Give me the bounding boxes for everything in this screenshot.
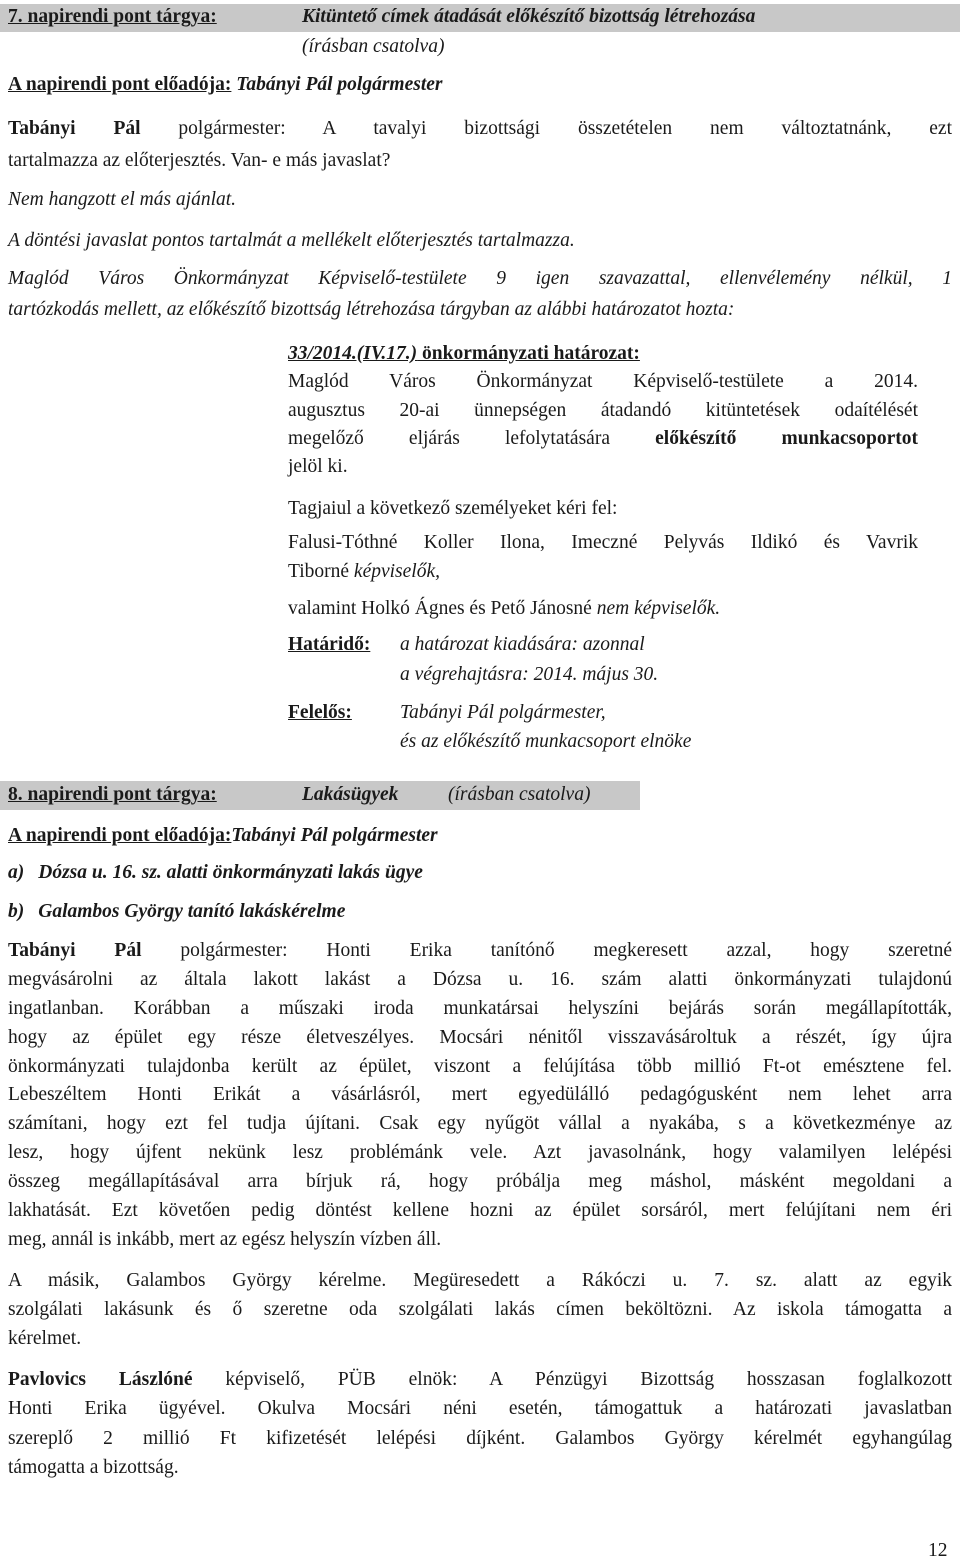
deadline-2: a végrehajtásra: 2014. május 30. — [400, 664, 659, 685]
item7-heading-label: 7. napirendi pont tárgya: — [8, 6, 217, 27]
speaker-name: Tabányi Pál — [8, 940, 142, 961]
item7-vote-line1: Maglód Város Önkormányzat Képviselő-testülete 9 igen szavazattal, ellenvélemény nélkül, 1 — [8, 268, 952, 289]
responsible-1: Tabányi Pál polgármester, — [400, 702, 606, 723]
speech3-line: Pavlovics Lászlóné képviselő, PÜB elnök: A Pénzügyi Bizottság hosszasan foglalkozott — [8, 1369, 952, 1390]
speech1-line: megvásárolni az általa lakott lakást a Dózsa u. 16. szám alatti önkormányzati tulajdonú — [8, 969, 952, 990]
speaker-name: Tabányi Pál — [8, 118, 141, 139]
item7-speech-line2: tartalmazza az előterjesztés. Van- e más javaslat? — [8, 150, 391, 171]
item7-heading-title: Kitüntető címek átadását előkészítő bizottság létrehozása — [302, 6, 756, 27]
deadline-label: Határidő: — [288, 634, 371, 655]
presenter-label: A napirendi pont előadója: — [8, 74, 232, 95]
resolution-p3-line2: Tiborné képviselők, — [288, 561, 440, 582]
presenter-name: Tabányi Pál polgármester — [231, 825, 438, 846]
item7-speech-line1: Tabányi Pál polgármester: A tavalyi bizottsági összetételen nem változtatnánk, ezt — [8, 118, 953, 139]
speech1-line: összeg megállapításával arra bírjuk rá, hogy próbálja meg máshol, másként megoldani a — [8, 1171, 952, 1192]
item7-vote-line2: tartózkodás mellett, az előkészítő bizottság létrehozása tárgyban az alábbi határozatot hozta: — [8, 299, 735, 320]
item7-no-more-proposals: Nem hangzott el más ajánlat. — [8, 189, 237, 210]
item8-heading-label: 8. napirendi pont tárgya: — [8, 784, 217, 805]
item8-heading-note: (írásban csatolva) — [448, 784, 591, 805]
resolution-p2: Tagjaiul a következő személyeket kéri fel: — [288, 498, 618, 519]
resolution-p1-line4: jelöl ki. — [288, 456, 348, 477]
item8-heading-title: Lakásügyek — [302, 784, 399, 805]
speech1-line: ingatlanban. Korábban a műszaki iroda munkatársai helyszíni bejárás során megállapították, — [8, 998, 952, 1019]
speech3-line: szereplő 2 millió Ft kifizetését lelépési díjként. Galambos György kérelmét egyhangúlag — [8, 1428, 952, 1449]
item7-decision-note: A döntési javaslat pontos tartalmát a mellékelt előterjesztés tartalmazza. — [8, 230, 575, 251]
speech2-line: szolgálati lakásunk és ő szeretne oda szolgálati lakás címen beköltözni. Az iskola támogatta a — [8, 1299, 952, 1320]
speaker-name: Pavlovics Lászlóné — [8, 1369, 193, 1390]
speech1-line: Lebeszéltem Honti Erikát a vásárlásról, mert egyedülálló pedagógusként nem lehet arra — [8, 1084, 952, 1105]
resolution-title: 33/2014.(IV.17.) önkormányzati határozat: — [288, 343, 640, 364]
item7-heading-note: (írásban csatolva) — [302, 36, 445, 57]
resolution-p1-line1: Maglód Város Önkormányzat Képviselő-testülete a 2014. — [288, 371, 918, 392]
speech1-line: lesz, hogy újfent nekünk lesz problémánk vele. Azt javasolnánk, hogy valamilyen lelépési — [8, 1142, 952, 1163]
deadline-1: a határozat kiadására: azonnal — [400, 634, 645, 655]
presenter-label: A napirendi pont előadója: — [8, 825, 232, 846]
speech1-line: Tabányi Pál polgármester: Honti Erika tanítónő megkeresett azzal, hogy szeretné — [8, 940, 952, 961]
speech1-line: számítani, hogy ezt fel tudja újítani. Csak egy nyűgöt vállal a nyakába, s a következménye az — [8, 1113, 952, 1134]
resolution-number: 33/2014.(IV.17.) — [288, 343, 418, 364]
item8-presenter — [8, 825, 438, 847]
presenter-name: Tabányi Pál polgármester — [236, 74, 443, 95]
speech1-line: önkormányzati tulajdonba került az épület, viszont a felújítása több millió Ft-ot emésztene fel. — [8, 1056, 952, 1077]
speech2-line: A másik, Galambos György kérelme. Megüresedett a Rákóczi u. 7. sz. alatt az egyik — [8, 1270, 952, 1291]
speech1-line: hogy az épület egy része életveszélyes. Mocsári nénitől visszavásároltuk a részét, így újra — [8, 1027, 952, 1048]
sub-item-a: a) Dózsa u. 16. sz. alatti önkormányzati lakás ügye — [8, 862, 423, 883]
page-number: 12 — [928, 1540, 948, 1561]
responsible-label: Felelős: — [288, 702, 352, 723]
responsible-2: és az előkészítő munkacsoport elnöke — [400, 731, 692, 752]
speech3-line: Honti Erika ügyével. Okulva Mocsári néni esetén, támogattuk a határozati javaslatban — [8, 1398, 952, 1419]
speech2-line: kérelmet. — [8, 1328, 82, 1349]
resolution-p4: valamint Holkó Ágnes és Pető Jánosné nem képviselők. — [288, 598, 721, 619]
speech1-line: lakhatását. Ezt követően pedig döntést kellene hozni az épület sorsáról, mert felújítani nem éri — [8, 1200, 952, 1221]
item7-presenter — [8, 74, 442, 96]
sub-item-b: b) Galambos György tanító lakáskérelme — [8, 901, 346, 922]
speech3-line: támogatta a bizottság. — [8, 1457, 179, 1478]
resolution-p1-line3: megelőző eljárás lefolytatására előkészítő munkacsoportot — [288, 428, 918, 449]
resolution-p1-line2: augusztus 20-ai ünnepségen átadandó kitüntetések odaítélését — [288, 400, 918, 421]
resolution-p3-line1: Falusi-Tóthné Koller Ilona, Imeczné Pelyvás Ildikó és Vavrik — [288, 532, 918, 553]
speech1-line: meg, annál is inkább, mert az egész helyszín vízben áll. — [8, 1229, 442, 1250]
